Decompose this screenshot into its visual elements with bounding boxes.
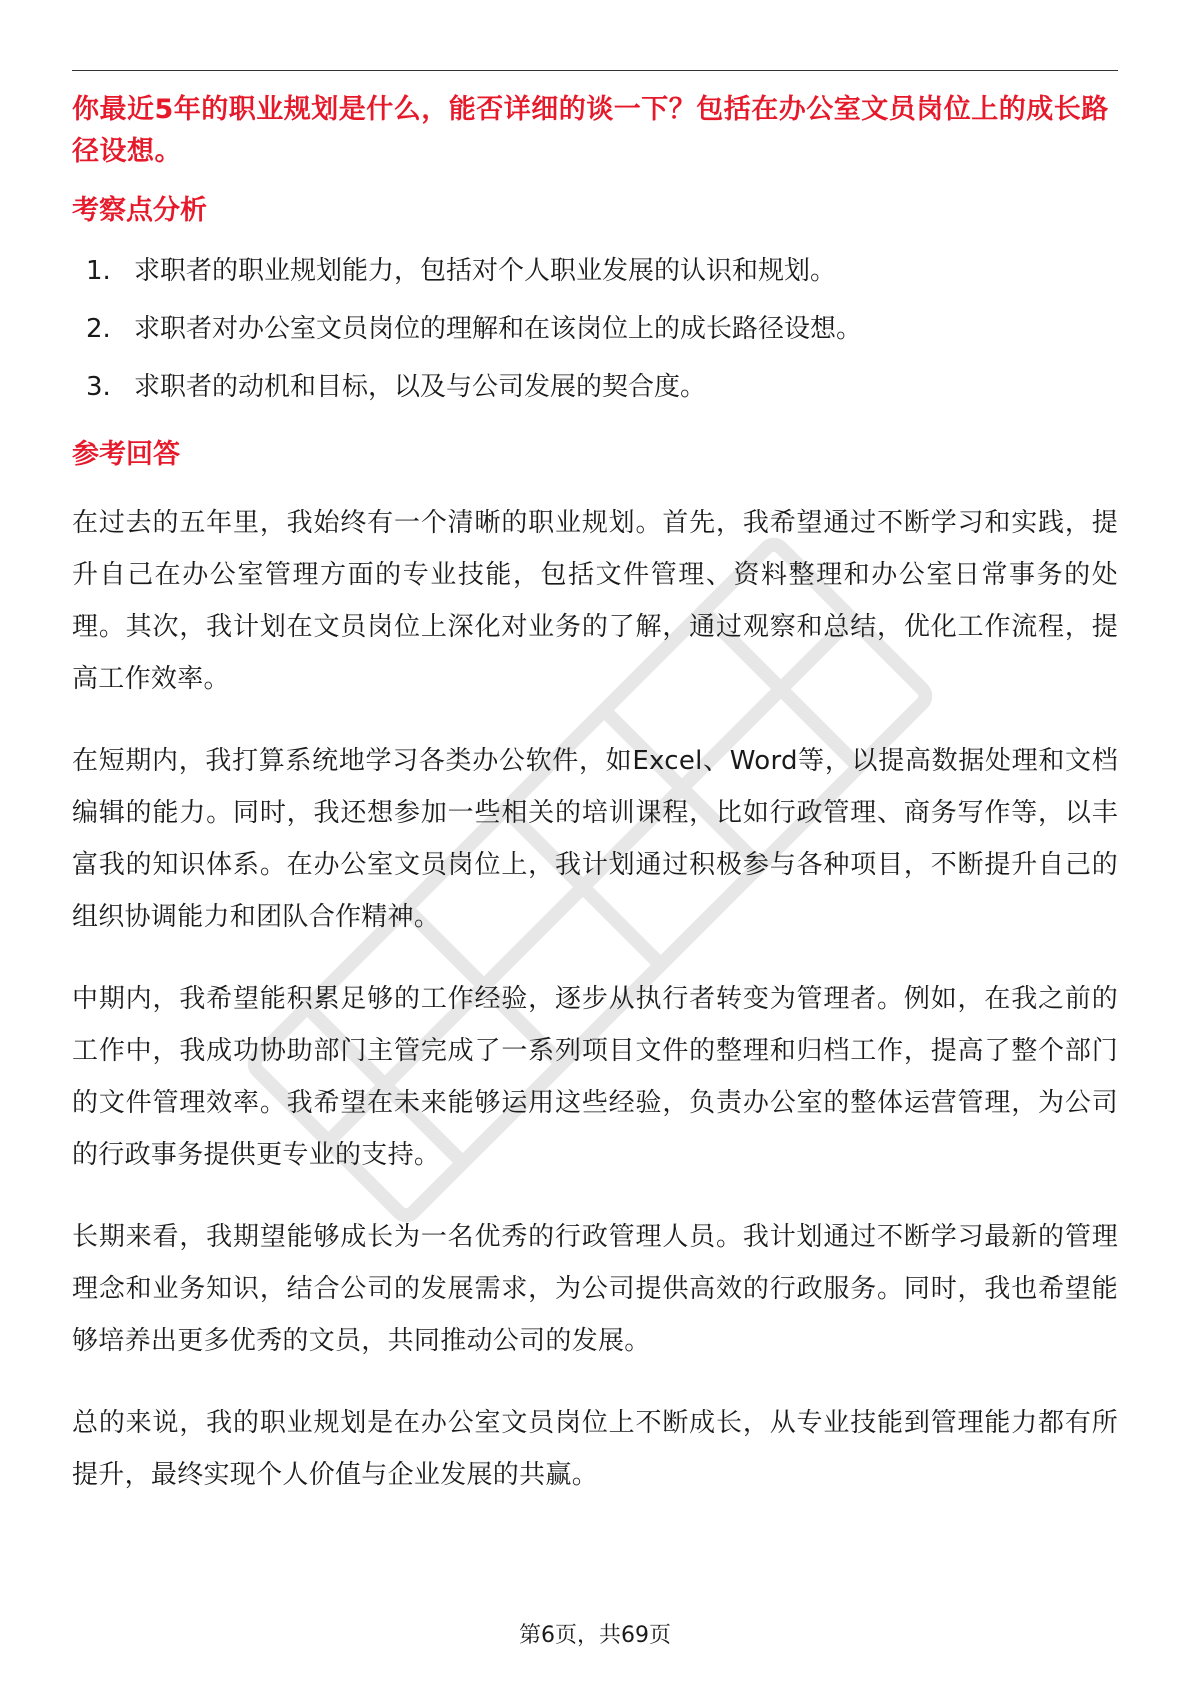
page-number: 第6页，共69页 — [519, 1623, 671, 1648]
point-text: 求职者的职业规划能力，包括对个人职业发展的认识和规划。 — [134, 256, 837, 286]
answer-paragraph: 总的来说，我的职业规划是在办公室文员岗位上不断成长，从专业技能到管理能力都有所提升，最终实现个人价值与企业发展的共赢。 — [72, 1408, 1118, 1490]
point-text: 求职者对办公室文员岗位的理解和在该岗位上的成长路径设想。 — [134, 314, 863, 344]
point-number: 1. — [86, 256, 111, 286]
answer-heading: 参考回答 — [72, 439, 180, 470]
analysis-heading: 考察点分析 — [72, 195, 207, 226]
answer-paragraph: 中期内，我希望能积累足够的工作经验，逐步从执行者转变为管理者。例如，在我之前的工作中，我成功协助部门主管完成了一系列项目文件的整理和归档工作，提高了整个部门的文件管理效率。我希望在未来能够运用这些经验，负责办公室的整体运营管理，为公司的行政事务提供更专业的支持。 — [72, 984, 1118, 1170]
point-number: 2. — [86, 314, 111, 344]
analysis-points-list — [72, 253, 1118, 405]
document-page — [72, 70, 1118, 1630]
point-text: 求职者的动机和目标，以及与公司发展的契合度。 — [134, 372, 707, 402]
answer-paragraph: 在短期内，我打算系统地学习各类办公软件，如Excel、Word等，以提高数据处理和文档编辑的能力。同时，我还想参加一些相关的培训课程，比如行政管理、商务写作等，以丰富我的知识体系。在办公室文员岗位上，我计划通过积极参与各种项目，不断提升自己的组织协调能力和团队合作精神。 — [72, 746, 1118, 932]
answer-paragraph: 长期来看，我期望能够成长为一名优秀的行政管理人员。我计划通过不断学习最新的管理理念和业务知识，结合公司的发展需求，为公司提供高效的行政服务。同时，我也希望能够培养出更多优秀的文员，共同推动公司的发展。 — [72, 1222, 1118, 1356]
question-title: 你最近5年的职业规划是什么，能否详细的谈一下？包括在办公室文员岗位上的成长路径设想。 — [72, 94, 1109, 167]
answer-paragraph: 在过去的五年里，我始终有一个清晰的职业规划。首先，我希望通过不断学习和实践，提升自己在办公室管理方面的专业技能，包括文件管理、资料整理和办公室日常事务的处理。其次，我计划在文员岗位上深化对业务的了解，通过观察和总结，优化工作流程，提高工作效率。 — [72, 508, 1118, 694]
analysis-point — [72, 311, 1118, 347]
analysis-point — [72, 369, 1118, 405]
top-divider — [72, 70, 1118, 71]
analysis-point — [72, 253, 1118, 289]
point-number: 3. — [86, 372, 111, 402]
